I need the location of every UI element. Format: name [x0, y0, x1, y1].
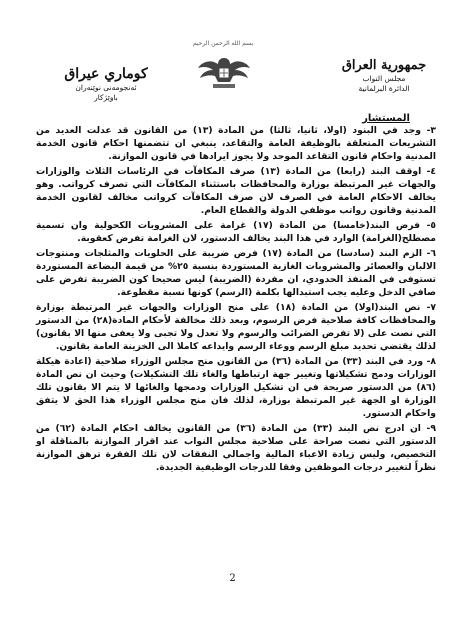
- letterhead: [0, 0, 465, 130]
- paragraph-6: ٦- الزم البند (سادسا) من المادة (١٧) فرض ضريبة على الحلويات والمثلجات ومنتوجات الالبان والعصائر والمشروبات الغازية المستوردة بنسبة ٢٥% من قيمة البضاعة المستوردة تستوفى في المنفذ الحدودي، ان مفردة (الضريبة) ليس صحيحا كون الضريبة تفرض على صافي الدخل وعليه يجب استبدالها بكلمة (الرسم) كونها نسبة مقطوعة.: [36, 248, 436, 298]
- issuer-country: جمهورية العراق: [341, 58, 427, 73]
- issuer-arabic: [325, 58, 443, 94]
- paragraph-8: ٨- ورد في البند (٣٣) من المادة (٣٦) من القانون منح مجلس الوزراء صلاحية (اعادة هيكلة الوزارات ودمج تشكيلاتها وتغيير جهة ارتباطها والغاء تلك التشكيلات) وحيث ان نص المادة (٨٦) من الدستور صريحة في ان تشكيل الوزارات ودمجها والغائها لا يتم الا بقانون تلك الوزارة او الجهة غير المرتبطة بوزارة، لذلك فان منح مجلس الوزراء هذا الحق لا يتفق واحكام الدستور.: [36, 356, 436, 419]
- paragraph-5: ٥- فرض البند(خامسا) من المادة (١٧) غرامة على المشروبات الكحولية وان تسمية مصطلح(الغرامة) الوارد في هذا البند يخالف الدستور، لان الغرامة تفرض كعقوبة.: [36, 220, 437, 244]
- advisor-title: المستشار: [362, 113, 410, 124]
- paragraph-7: ٧- نص البند(اولا) من المادة (١٨) على منح الوزارات والجهات غير المرتبطة بوزارة والمحافظات كافة صلاحية فرض الرسوم، وبعد ذلك مخالفة لأحكام المادة(٢٨) من الدستور التي نصت على (لا تفرض الضرائب والرسوم ولا تعدل ولا تجبى ولا يعفى منها الا بقانون) لذلك يقتضي تحديد مبلغ الرسم ووعاء الرسم وايداعه كاملا الى الخزينة العامة بقانون.: [36, 302, 436, 352]
- issuer-kurdish: [48, 66, 164, 103]
- document-body: [36, 124, 436, 476]
- issuer-advisor-kurdish: باوێژکار: [94, 93, 118, 102]
- issuer-council: مجلس النواب: [362, 74, 406, 83]
- paragraph-3: ٣- وجد في البنود (اولا، ثانيا، ثالثا) من المادة (١٣) من القانون قد عدلت العديد من التشريعات المتعلقة بالوظيفة العامة والتقاعد، ينبغي ان تتضمنها احكام قانون الخدمة المدنية واحكام قانون التقاعد الموحد ولا يجوز ايرادها في قانون الموازنة.: [36, 125, 436, 162]
- page-number: 2: [229, 573, 236, 584]
- basmala: بسم الله الرحمن الرحيم: [192, 40, 254, 47]
- issuer-department: الدائرة البرلمانية: [358, 84, 410, 93]
- paragraph-9: ٩- ان ادرج نص البند (٣٣) من المادة (٣٦) من القانون يخالف احكام المادة (٦٢) من الدستور التي نصت صراحة على صلاحية مجلس النواب عند اقرار الموازنة بالمناقلة او التخصيص، وليس زيادة الاعباء المالية واجمالي النفقات لان تلك الفقرة ترهق الموازنة نظراً لتغيير درجات الموظفين وفقا للدرجات الوظيفية الجديدة.: [36, 423, 436, 473]
- issuer-country-kurdish: كوماري عيراق: [64, 66, 148, 82]
- paragraph-4: ٤- اوقف البند (رابعا) من المادة (١٣) صرف المكافآت في الرئاسات الثلاث والوزارات والجهات غير المرتبطة بوزارة والمحافظات باستثناء المكافآت التي تصرف كرواتب. وهو يخالف الاحكام العامة في الصرف لان صرف المكافآت كرواتب مخالف لقانون الخدمة المدنية وقانون رواتب موظفي الدولة والقطاع العام.: [36, 166, 436, 216]
- iraq-emblem-icon: [196, 52, 252, 92]
- issuer-council-kurdish: ئەنجومەنی نوێنەران: [75, 83, 137, 92]
